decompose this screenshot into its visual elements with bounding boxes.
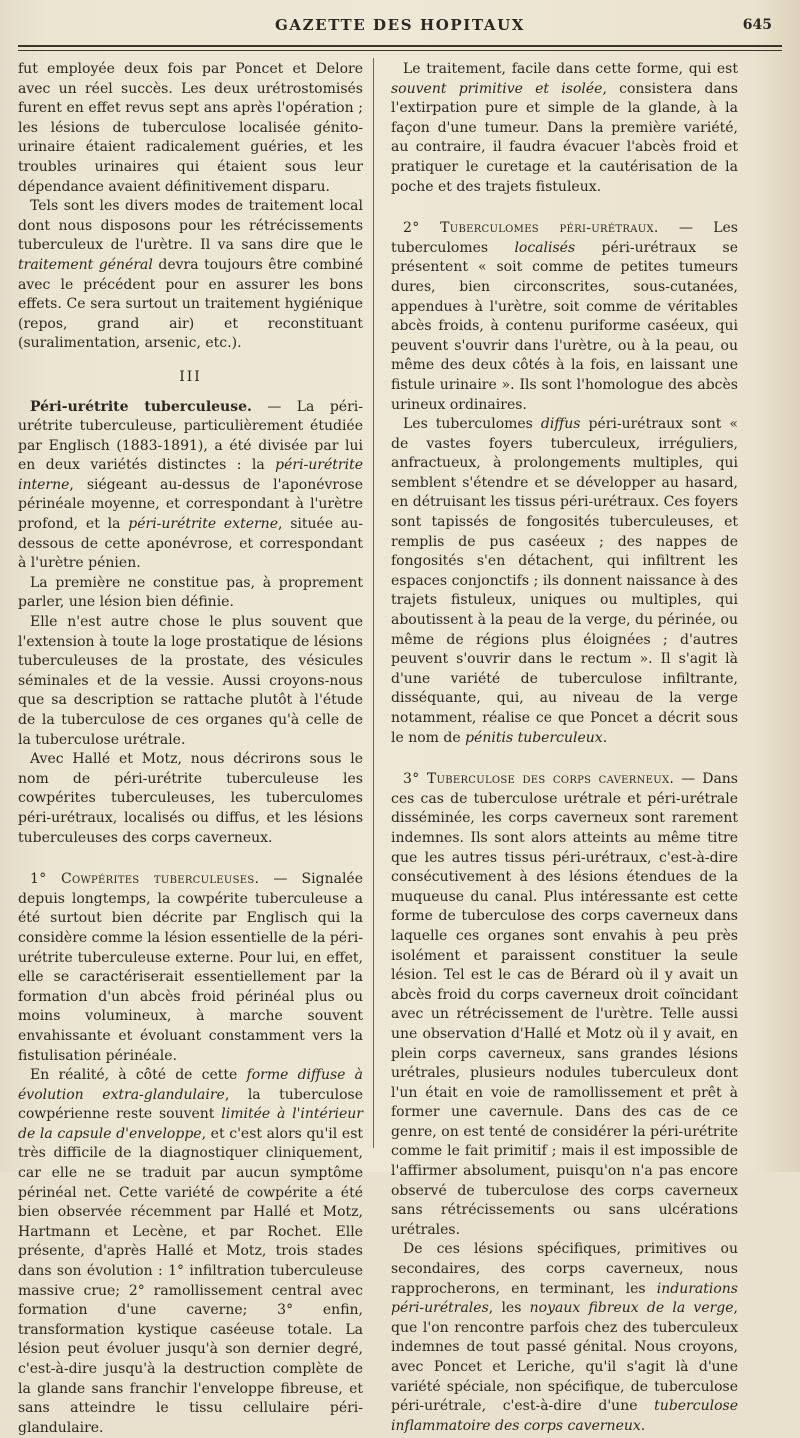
left-column <box>18 60 363 1438</box>
paragraph: Les tuberculomes diffus péri-urétraux sont « de vastes foyers tuberculeux, irréguliers, anfractueux, à prolongements multiples, qui semblent s'étendre et se développer au hasard, en détruisant les tissus péri-urétraux. Ces foyers sont tapissés de fongosités tuberculeuses, et remplis de pus caséeux ; des nappes de fongosités s'en détachent, qui infiltrent les espaces conjonctifs ; ils donnent naissance à des trajets fistuleux, uniques ou multiples, qui aboutissent à la peau de la verge, du périnée, ou même de régions plus éloignées ; d'autres peuvent s'ouvrir dans le rectum ». Il s'agit là d'une variété de tuberculose infiltrante, disséquante, qui, au niveau de la verge notamment, réalise ce que Poncet a décrit sous le nom de pénitis tuberculeux. <box>391 416 738 746</box>
column-divider <box>373 58 374 1148</box>
paragraph: La première ne constitue pas, à proprement parler, une lésion bien définie. <box>18 574 363 611</box>
paragraph: Le traitement, facile dans cette forme, qui est souvent primitive et isolée, consistera dans l'extirpation pure et simple de la glande, à la façon d'une tumeur. Dans la première variété, au contraire, il faudra évacuer l'abcès froid et pratiquer le curetage et la cautérisation de la poche et des trajets fistuleux. <box>391 61 738 195</box>
paragraph: Avec Hallé et Motz, nous décrirons sous le nom de péri-urétrite tuberculeuse les cowpérites tuberculeuses, les tuberculomes péri-urétraux, localisés ou diffus, et les lésions tuberculeuses des corps caverneux. <box>18 751 363 846</box>
header-rule-thick <box>18 45 782 47</box>
header-rule-thin <box>18 50 782 51</box>
paragraph: 3° Tuberculose des corps caverneux. — Dans ces cas de tuberculose urétrale et péri-urétrale disséminée, les corps caverneux sont rarement indemnes. Ils sont alors atteints au même titre que les autres tissus péri-urétraux, c'est-à-dire consécutivement à des lésions étendues de la muqueuse du canal. Plus intéressante est cette forme de tuberculose des corps caverneux dans laquelle ces organes sont envahis à peu près isolément et paraissent constituer la seule lésion. Tel est le cas de Bérard où il y avait un abcès froid du corps caverneux droit coïncidant avec un rétrécissement de l'urètre. Telle aussi une observation d'Hallé et Motz où il y avait, en plein corps caverneux, sans grandes lésions urétrales, plusieurs nodules tuberculeux dont l'un était en voie de ramollissement et prêt à former une cavernule. Dans des cas de ce genre, on est tenté de considérer la péri-urétrite comme le fait primitif ; mais il est impossible de l'affirmer absolument, puisqu'on n'a pas encore observé de tuberculose des corps caverneux sans rétrécissements ou sans ulcérations urétrales. <box>391 771 738 1238</box>
section-number: III <box>179 368 202 385</box>
paragraph: 1° Cowpérites tuberculeuses. — Signalée depuis longtemps, la cowpérite tuberculeuse a été surtout bien décrite par Englisch qui la considère comme la lésion essentielle de la péri-urétrite tuberculeuse externe. Pour lui, en effet, elle se caractériserait essentiellement par la formation d'un abcès froid périnéal plus ou moins volumineux, à marche souvent envahissante et évoluant constamment vers la fistulisation périnéale. <box>18 871 363 1064</box>
right-column <box>391 60 738 1436</box>
paragraph: Elle n'est autre chose le plus souvent que l'extension à toute la loge prostatique de lésions tuberculeuses de la prostate, des vésicules séminales et de la vessie. Aussi croyons-nous que sa description se rattache plutôt à l'étude de la tuberculose de ces organes qu'à celle de la tuberculose urétrale. <box>18 614 363 748</box>
paragraph: 2° Tuberculomes péri-urétraux. — Les tuberculomes localisés péri-urétraux se présentent « soit comme de petites tumeurs dures, bien circonscrites, sous-cutanées, appendues à l'urètre, soit comme de véritables abcès froids, à contenu puriforme caséeux, qui peuvent s'ouvrir dans l'urètre, ou à la peau, ou même des deux côtés à la fois, en laissant une fistule urinaire ». Ils sont l'homologue des abcès urineux ordinaires. <box>391 220 739 413</box>
paragraph: Tels sont les divers modes de traitement local dont nous disposons pour les rétrécissements tuberculeux de l'urètre. Il va sans dire que le traitement général devra toujours être combiné avec le précédent pour en assurer les bons effets. Ce sera surtout un traitement hygiénique (repos, grand air) et reconstituant (suralimentation, arsenic, etc.). <box>18 198 363 352</box>
paragraph: fut employée deux fois par Poncet et Delore avec un réel succès. Les deux urétrostomisés furent en effet revus sept ans après l'opération ; les lésions de tuberculose localisée génito-urinaire étaient radicalement guéries, et les troubles urinaires qui étaient sous leur dépendance avaient définitivement disparu. <box>18 61 363 195</box>
page-header <box>18 14 782 38</box>
journal-title: GAZETTE DES HOPITAUX <box>274 16 525 34</box>
paragraph: En réalité, à côté de cette forme diffuse à évolution extra-glandulaire, la tuberculose cowpérienne reste souvent limitée à l'intérieur de la capsule d'enveloppe, et c'est alors qu'il est très difficile de la diagnostiquer cliniquement, car elle ne se traduit par aucun symptôme périnéal net. Cette variété de cowpérite a été bien observée récemment par Hallé et Motz, Hartmann et Lecène, et par Rochet. Elle présente, d'après Hallé et Motz, trois stades dans son évolution : 1° infiltration tuberculeuse massive crue; 2° ramollissement central avec formation d'une caverne; 3° enfin, transformation kystique caséeuse totale. La lésion peut évoluer jusqu'à son dernier degré, c'est-à-dire jusqu'à la destruction complète de la glande sans franchir l'enveloppe fibreuse, et sans atteindre le tissu cellulaire péri-glandulaire. <box>18 1067 363 1436</box>
subsection-title: 2° Tuberculomes péri-urétraux. <box>403 220 659 237</box>
subsection-title: 1° Cowpérites tuberculeuses. <box>30 871 260 888</box>
paragraph: Péri-urétrite tuberculeuse. — La péri-urétrite tuberculeuse, particulièrement étudiée par Englisch (1883-1891), a été divisée par lui en deux variétés distinctes : la péri-urétrite interne, siégeant au-dessus de l'aponévrose périnéale moyenne, et correspondant à l'urètre profond, et la péri-urétrite externe, située au-dessous de cette aponévrose, et correspondant à l'urètre pénien. <box>18 398 363 572</box>
page-number: 645 <box>742 17 772 33</box>
section-title: Péri-urétrite tuberculeuse. <box>30 398 252 415</box>
subsection-title: 3° Tuberculose des corps caverneux. <box>403 771 675 788</box>
paragraph: De ces lésions spécifiques, primitives ou secondaires, des corps caverneux, nous rapprocherons, en terminant, les indurations péri-urétrales, les noyaux fibreux de la verge, que l'on rencontre parfois chez des tuberculeux indemnes de tout passé génital. Nous croyons, avec Poncet et Leriche, qu'il s'agit là d'une variété spéciale, non spécifique, de tuberculose péri-urétrale, c'est-à-dire d'une tuberculose inflammatoire des corps caverneux. <box>391 1241 738 1434</box>
